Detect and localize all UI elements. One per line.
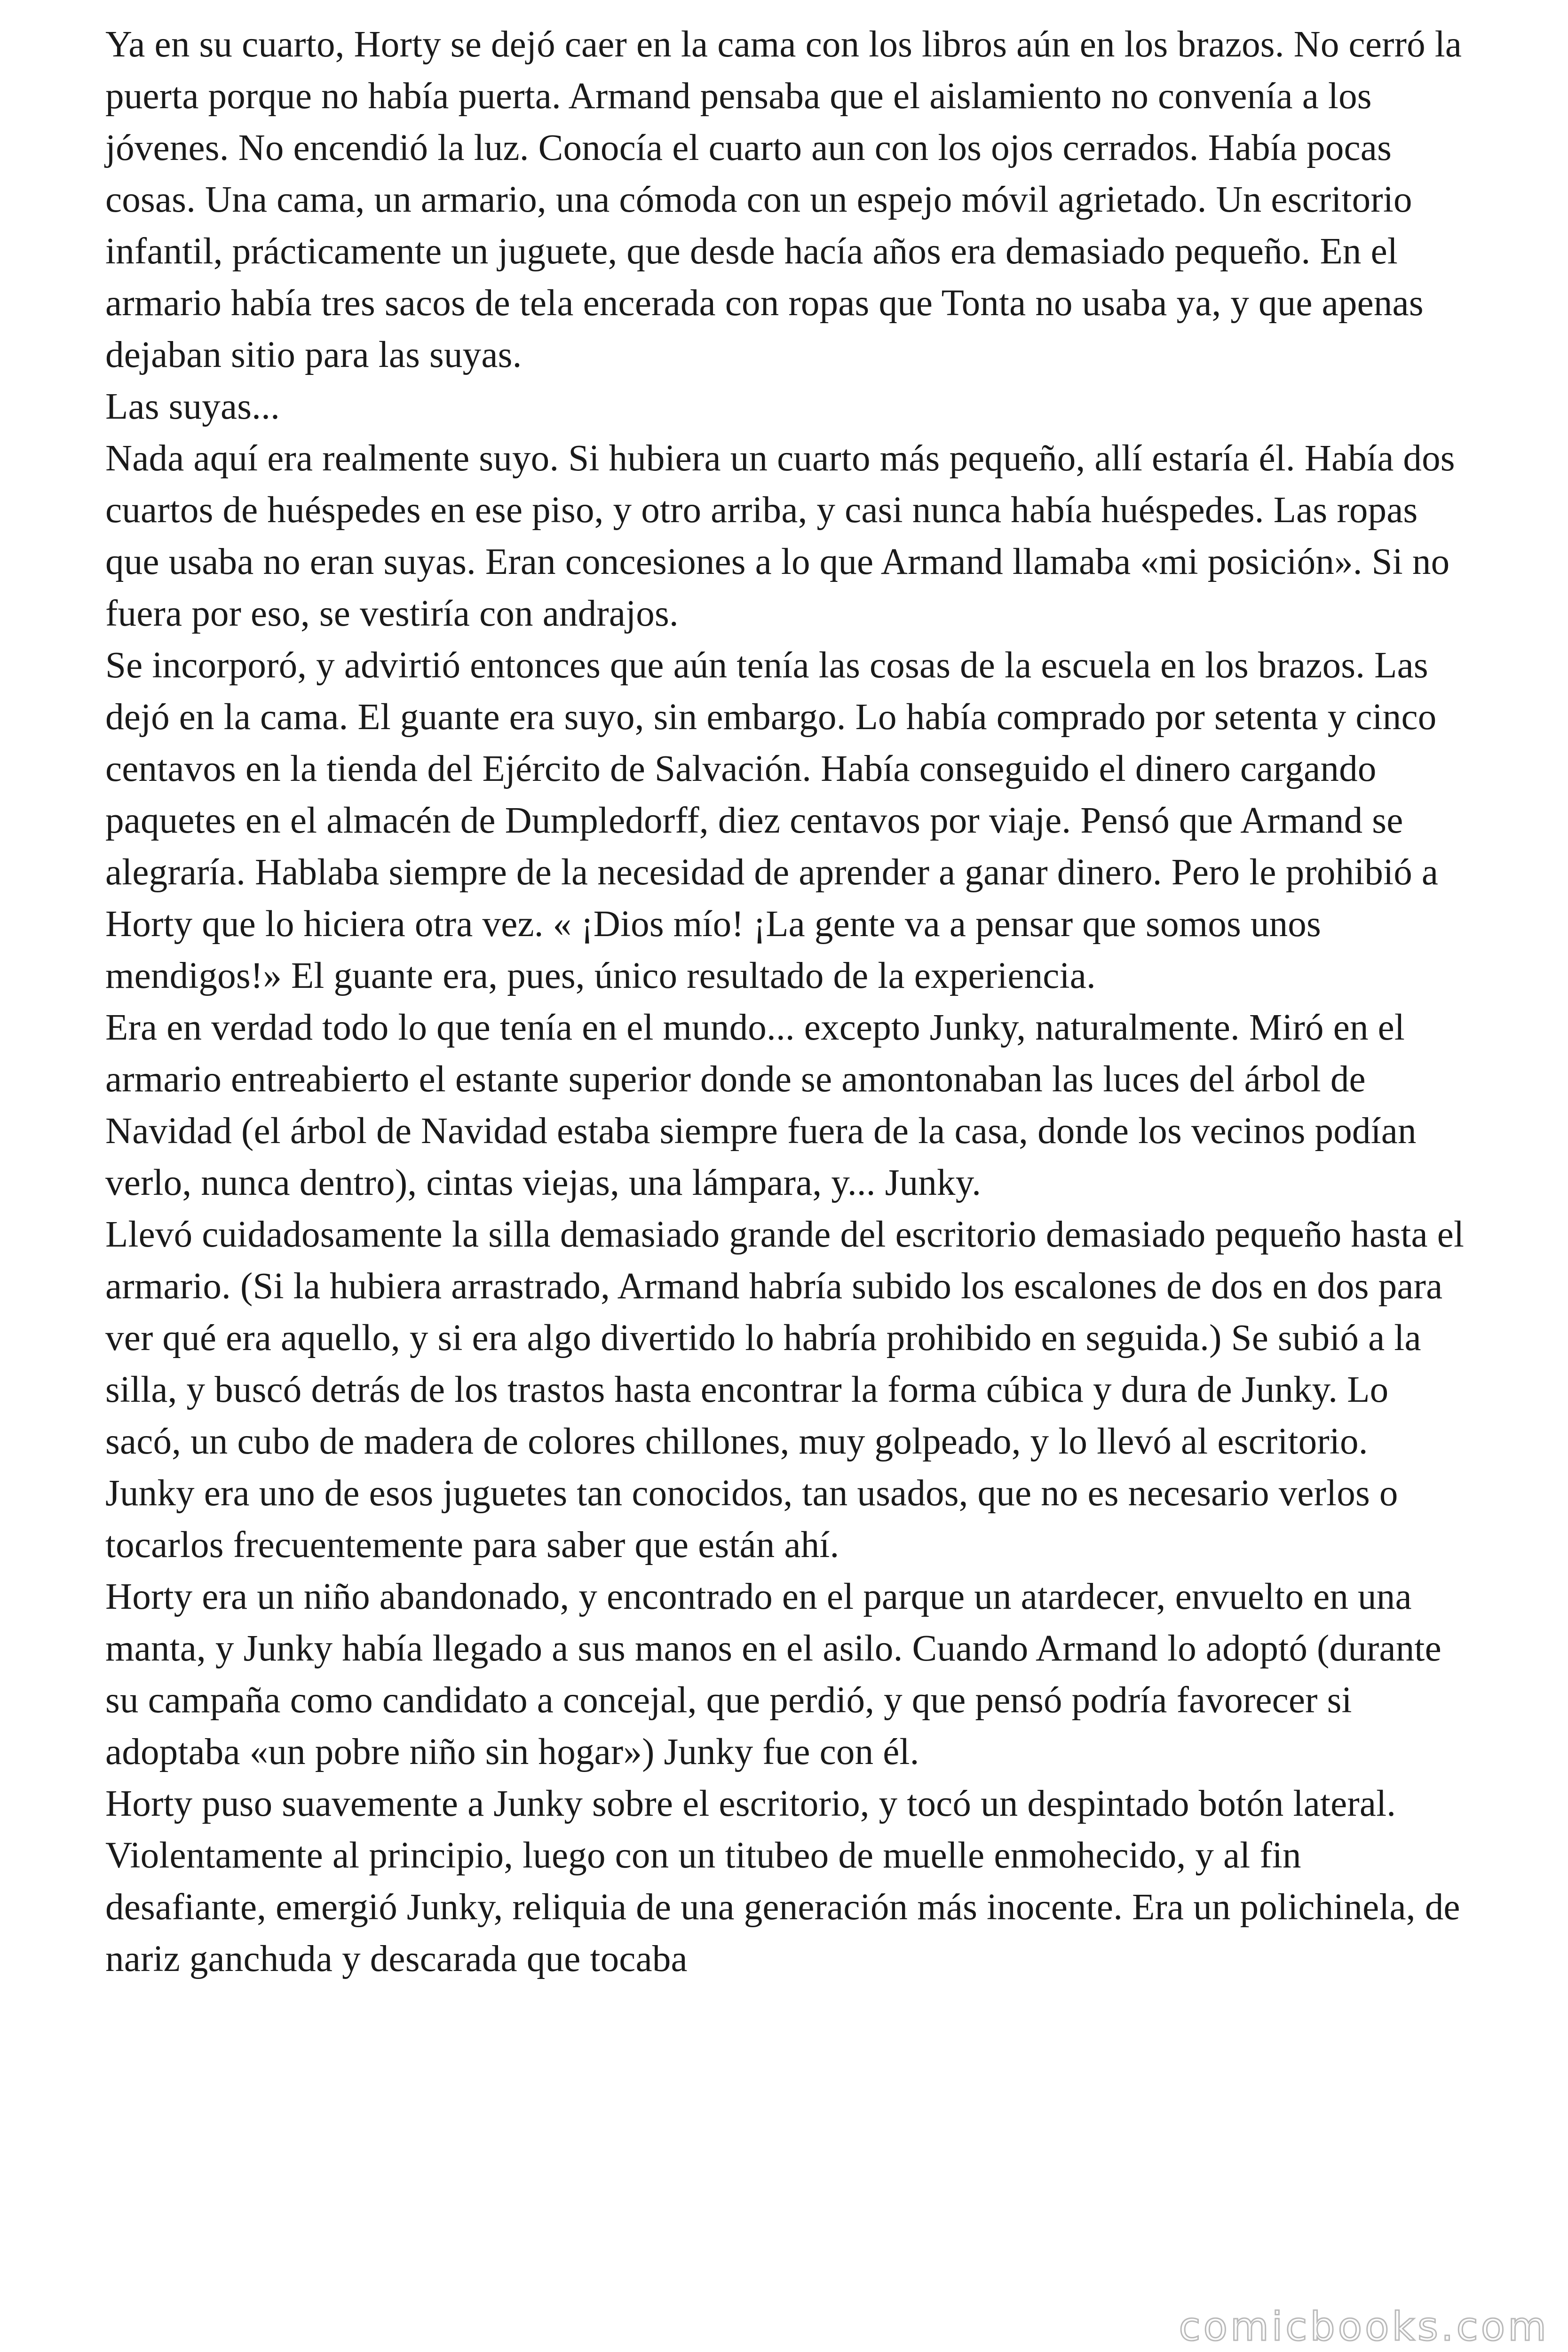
paragraph: Horty era un niño abandonado, y encontrado en el parque un atardecer, envuelto en una manta, y Junky había llegado a sus manos en el asilo. Cuando Armand lo adoptó (durante su campaña como candidato a concejal, que perdió, y que pensó podría favorecer si adoptaba «un pobre niño sin hogar») Junky fue con él. — [105, 1576, 1441, 1772]
paragraph: Junky era uno de esos juguetes tan conocidos, tan usados, que no es necesario verlos o tocarlos frecuentemente para saber que están ahí. — [105, 1473, 1398, 1565]
watermark: comicbooks.com — [1179, 2304, 1549, 2350]
paragraph: Era en verdad todo lo que tenía en el mundo... excepto Junky, naturalmente. Miró en el armario entreabierto el estante superior donde se amontonaban las luces del árbol de Navidad (el árbol de Navidad estaba siempre fuera de la casa, donde los vecinos podían verlo, nunca dentro), cintas viejas, una lámpara, y... Junky. — [105, 1007, 1417, 1203]
body-text — [105, 19, 1469, 1985]
paragraph: Las suyas... — [105, 386, 280, 427]
paragraph: Se incorporó, y advirtió entonces que aún tenía las cosas de la escuela en los brazos. Las dejó en la cama. El guante era suyo, sin embargo. Lo había comprado por setenta y cinco centavos en la tienda del Ejército de Salvación. Había conseguido el dinero cargando paquetes en el almacén de Dumpledorff, diez centavos por viaje. Pensó que Armand se alegraría. Hablaba siempre de la necesidad de aprender a ganar dinero. Pero le prohibió a Horty que lo hiciera otra vez. « ¡Dios mío! ¡La gente va a pensar que somos unos mendigos!» El guante era, pues, único resultado de la experiencia. — [105, 645, 1439, 996]
paragraph: Llevó cuidadosamente la silla demasiado grande del escritorio demasiado pequeño hasta el armario. (Si la hubiera arrastrado, Armand habría subido los escalones de dos en dos para ver qué era aquello, y si era algo divertido lo habría prohibido en seguida.) Se subió a la silla, y buscó detrás de los trastos hasta encontrar la forma cúbica y dura de Junky. Lo sacó, un cubo de madera de colores chillones, muy golpeado, y lo llevó al escritorio. — [105, 1214, 1465, 1462]
paragraph: Ya en su cuarto, Horty se dejó caer en la cama con los libros aún en los brazos. No cerró la puerta porque no había puerta. Armand pensaba que el aislamiento no convenía a los jóvenes. No encendió la luz. Conocía el cuarto aun con los ojos cerrados. Había pocas cosas. Una cama, un armario, una cómoda con un espejo móvil agrietado. Un escritorio infantil, prácticamente un juguete, que desde hacía años era demasiado pequeño. En el armario había tres sacos de tela encerada con ropas que Tonta no usaba ya, y que apenas dejaban sitio para las suyas. — [105, 24, 1462, 375]
paragraph: Nada aquí era realmente suyo. Si hubiera un cuarto más pequeño, allí estaría él. Había dos cuartos de huéspedes en ese piso, y otro arriba, y casi nunca había huéspedes. Las ropas que usaba no eran suyas. Eran concesiones a lo que Armand llamaba «mi posición». Si no fuera por eso, se vestiría con andrajos. — [105, 438, 1455, 634]
paragraph: Horty puso suavemente a Junky sobre el escritorio, y tocó un despintado botón lateral. Violentamente al principio, luego con un titubeo de muelle enmohecido, y al fin desafiante, emergió Junky, reliquia de una generación más inocente. Era un polichinela, de nariz ganchuda y descarada que tocaba — [105, 1783, 1460, 1979]
